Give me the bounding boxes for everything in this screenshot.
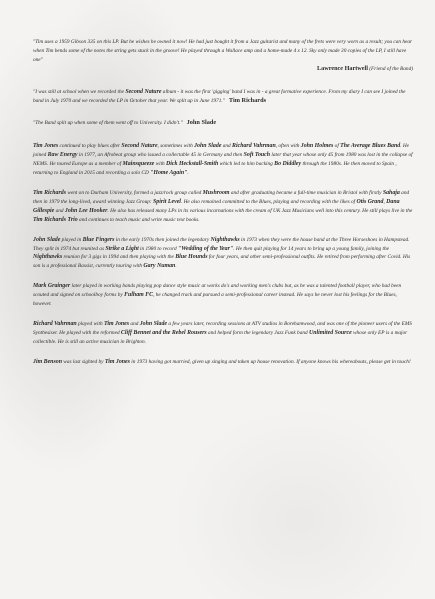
highlighted-name: Mark Grainger — [33, 283, 71, 290]
spacer — [33, 128, 413, 142]
highlighted-name: Mainsqueeze — [122, 161, 155, 168]
highlighted-name: Gary Numan — [143, 263, 176, 270]
highlighted-name: Jim Benson — [33, 358, 62, 365]
highlighted-name: Otis Grand — [356, 198, 384, 205]
quote-tim-richards — [33, 88, 413, 106]
highlighted-name: The Average Blues Band — [340, 143, 401, 150]
bio-text: later played in working bands playing pop dance style music at works do's and working men's clubs but, as he was a talented football player, who had been scouted and signed on schoolboy forms by — [33, 283, 402, 299]
bio-tim-jones — [33, 142, 413, 178]
highlighted-name: Tim Jones — [103, 320, 130, 327]
highlighted-name: Cliff Bennet and the Rebel Rousers — [120, 329, 207, 336]
bio-text: . He joined — [33, 143, 410, 159]
credit-name: Lawrence Hartwell — [317, 64, 368, 72]
quote-john-slade — [33, 119, 413, 128]
quote-credit — [33, 65, 413, 74]
bio-text: and after graduating became a full-time musician in Bristol with firstly — [229, 189, 383, 196]
bio-text: in 1980 to record — [138, 245, 178, 252]
bio-text: , sometimes with — [157, 143, 195, 150]
highlighted-name: Bo Diddley — [274, 161, 302, 168]
bio-jim-benson — [33, 358, 413, 367]
spacer — [33, 178, 413, 189]
bio-text: through the 1980s. He then moved to Spain , returning to England in 2015 and recording a solo CD — [33, 161, 397, 177]
bio-tim-richards — [33, 189, 413, 225]
quote-text: "The Band split up when some of them went off to University. I didn't." — [33, 120, 183, 127]
bio-text: and helped form the legendary Jazz Funk band — [206, 329, 309, 336]
bio-text: . He also remained committed to the Blues, playing and recording with the likes of — [180, 198, 357, 205]
spacer — [33, 309, 413, 320]
highlighted-name: Second Nature — [121, 143, 158, 150]
highlighted-name: Tim Richards — [33, 189, 67, 196]
bio-text: whose only EP is a major collectible. He is still an active musician in Brighton. — [33, 329, 408, 345]
bio-text: in 1973 having got married, given up singing and taken up house renovation. If anyone knows his whereabouts, please get in touch! — [129, 358, 411, 365]
highlighted-name: John Slade — [139, 320, 168, 327]
bio-text: was last sighted by — [61, 358, 105, 365]
bio-mark-grainger — [33, 282, 413, 309]
bio-text: , he changed track and pursued a semi-professional career instead. He says he never lost his feelings for the Blues, however. — [33, 292, 397, 308]
spacer — [33, 74, 413, 88]
highlighted-name: Mushroom — [202, 189, 230, 196]
highlighted-name: Richard Vahrman — [33, 320, 77, 327]
bio-text: played with — [76, 320, 104, 327]
highlighted-name: Dana Gillespie — [33, 198, 400, 214]
highlighted-name: Nighthawks — [210, 236, 240, 243]
spacer — [33, 105, 413, 119]
highlighted-name: Richard Vahrman — [232, 143, 276, 150]
bio-text: for four years, and other semi-professional outfits. He retired from performing after Covid. His son is a professional Bassist, currently touring with — [33, 254, 411, 270]
album-name: Second Nature — [125, 88, 162, 95]
highlighted-name: Tim Jones — [104, 358, 130, 365]
bio-text: and then in 1979 the long-lived, award winning Jazz Group: — [33, 189, 410, 205]
highlighted-name: Fulham FC — [124, 292, 154, 299]
bio-text: . — [187, 170, 189, 177]
bio-text: of — [333, 143, 341, 150]
bio-text: and — [54, 207, 65, 214]
highlighted-name: John Slade — [33, 236, 61, 243]
bio-text: , — [383, 198, 387, 205]
highlighted-name: Raw Energy — [47, 152, 78, 159]
highlighted-name: Blue Fingers — [82, 236, 115, 243]
quote-lawrence-hartwell — [33, 38, 413, 65]
highlighted-name: Soft Touch — [243, 152, 271, 159]
highlighted-name: Unlimited Source — [308, 329, 352, 336]
quote-text: album - it was the first 'gigging' band I was in - a great formative experience. From my diary I can see I joined the band in July 1970 and we recorded the LP in October that year. We split up in June 1971." — [33, 88, 406, 104]
highlighted-name: "Home Again" — [150, 170, 188, 177]
bio-text: which led to him backing — [218, 161, 275, 168]
bio-text: . — [175, 263, 177, 270]
highlighted-name: Sahaja — [382, 189, 400, 196]
bio-text: . He then quit playing for 14 years to bring up a young family, joining the — [233, 245, 389, 252]
bio-text: in the early 1970s then joined the legendary — [114, 236, 211, 243]
bio-text: went on to Durham University, formed a jazz/rock group called — [66, 189, 203, 196]
bio-text: played in — [60, 236, 83, 243]
highlighted-name: "Wedding of the Year" — [177, 245, 234, 252]
highlighted-name: Tim Jones — [33, 143, 59, 150]
quote-author: John Slade — [186, 119, 217, 127]
bio-text: later that year whose only 45 from 1980 was lost in the collapse of NEMS. He toured Europe as a member of — [33, 152, 413, 168]
highlighted-name: John Lee Hooker — [64, 207, 108, 214]
bio-text: and — [129, 320, 140, 327]
spacer — [33, 271, 413, 282]
bio-text: with — [154, 161, 167, 168]
credit-role: (Friend of the Band) — [369, 65, 413, 72]
bio-text: , often with — [275, 143, 301, 150]
highlighted-name: Strike a Light — [105, 245, 139, 252]
quote-author: Tim Richards — [228, 96, 267, 104]
highlighted-name: Dick Heckstall-Smith — [166, 161, 219, 168]
bio-text: . He also has released many LPs in its various incarnations with the cream of UK Jazz Musicians well into this century. He still plays live in the — [107, 207, 413, 214]
bio-richard-vahrman — [33, 320, 413, 347]
bio-john-slade — [33, 236, 413, 272]
bio-text: in 1973 when they were the house band at the Three Horseshoes in Hampstead. They split in 1974 but reunited as — [33, 236, 410, 252]
quote-text: "I was still at school when we recorded the — [33, 88, 126, 95]
highlighted-name: Blue Hounds — [175, 254, 208, 261]
bio-text: continued to play blues after — [58, 143, 122, 150]
bio-text: and — [221, 143, 233, 150]
bio-text: and continues to teach music and write music text books. — [77, 216, 200, 223]
highlighted-name: John Holmes — [300, 143, 334, 150]
highlighted-name: John Slade — [194, 143, 222, 150]
bio-text: a few years later, recording sessions at ATV studios in Borehamwood, and was one of the pioneer users of the EMS Synthesiser. He played with the reformed — [33, 320, 412, 336]
highlighted-name: Nighthawks — [33, 254, 63, 261]
spacer — [33, 347, 413, 358]
spacer — [33, 225, 413, 236]
highlighted-name: Spirit Level — [152, 198, 181, 205]
bio-text: in 1977, an Afrobeat group who issued a collectable 45 in Germany and then — [77, 152, 244, 159]
bio-text: reunion for 3 gigs in 1994 and then playing with the — [62, 254, 176, 261]
highlighted-name: Tim Richards Trio — [33, 216, 78, 223]
quote-text: "Tim uses a 1959 Gibson 335 on this LP. But he wishes he owned it now! He had just bought it from a Jazz guitarist and many of the frets were very worn as a result; you can hear when Tim bends some of the notes the string gets stuck in the groove! He played through a Wallace amp and a home-made 4 x 12. Sky only made 30 copies of the LP, I still have one" — [33, 39, 413, 63]
